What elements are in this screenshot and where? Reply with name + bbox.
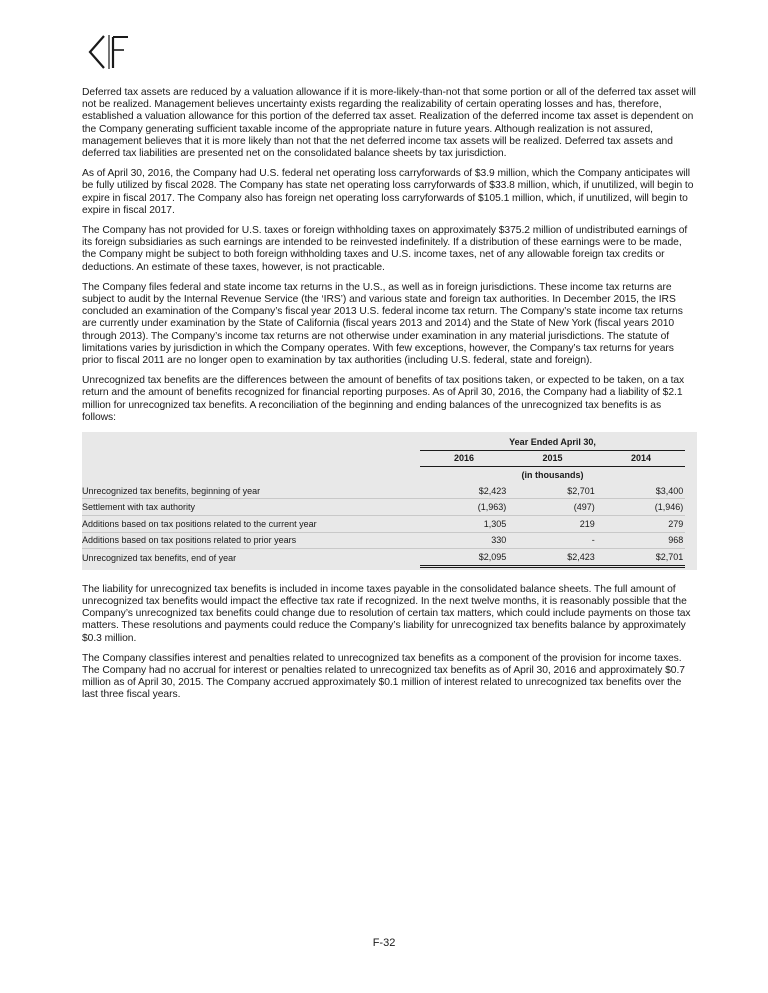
paragraph-liability: The liability for unrecognized tax benefits is included in income taxes payable in the consolidated balance sheets. The full amount of unrecognized tax benefits would impact the effective tax rate if recognized. In the next twelve months, it is reasonably possible that the Company’s unrecognized tax benefits could change due to resolution of certain tax matters, which could include payments on those tax matters. These resolutions and payments could reduce the Company’s liability for unrecognized tax benefits balance by approximately $0.3 million. [82, 583, 691, 644]
company-logo [86, 32, 146, 72]
table-unit-label: (in thousands) [521, 470, 584, 481]
value-2015: $2,701 [508, 483, 596, 499]
value-2014: (1,946) [597, 499, 686, 516]
paragraph-undistributed-earnings: The Company has not provided for U.S. taxes or foreign withholding taxes on approximately $375.2 million of undistributed earnings of its foreign subsidiaries as such earnings are intended to be reinvested indefinitely. If a distribution of these earnings were to be made, the Company might be subject to both foreign withholding taxes and U.S. income taxes, net of any allowable foreign tax credits or deductions. An estimate of these taxes, however, is not practicable. [82, 225, 688, 273]
paragraph-nol-carryforwards: As of April 30, 2016, the Company had U.S. federal net operating loss carryforwards of $3.9 million, which the Company anticipates will be fully utilized by fiscal 2028. The Company has state net operating loss carryforwards of $33.8 million, which, if unutilized, will begin to expire in fiscal 2017. The Company also has foreign net operating loss carryforwards of $105.1 million, which, if unutilized, will begin to expire in fiscal 2017. [82, 168, 694, 216]
value-2014: 968 [597, 532, 686, 549]
reconciliation-table [82, 434, 697, 568]
value-2016: $2,095 [420, 549, 509, 567]
value-2015: 219 [508, 516, 596, 533]
value-2016: $2,423 [420, 483, 509, 499]
value-2015: (497) [508, 499, 596, 516]
table-year-row [82, 450, 697, 467]
row-label: Settlement with tax authority [82, 499, 420, 516]
year-2015-header: 2015 [508, 450, 596, 467]
document-body [82, 87, 697, 710]
page-number: F-32 [372, 937, 396, 949]
table-unit-row [82, 467, 697, 483]
value-2016: 330 [420, 532, 509, 549]
value-2014: $3,400 [597, 483, 686, 499]
value-2014: 279 [597, 516, 686, 533]
year-2014-header: 2014 [597, 450, 686, 467]
year-2016-header: 2016 [420, 450, 509, 467]
paragraph-tax-returns: The Company files federal and state income tax returns in the U.S., as well as in foreign jurisdictions. These income tax returns are subject to audit by the Internal Revenue Service (the ‘IRS’) and various state and foreign tax authorities. In December 2015, the IRS concluded an examination of the Company’s fiscal year 2013 U.S. federal income tax return. The Company’s state income tax returns are currently under examination by the State of California (fiscal years 2013 and 2014) and the State of New York (fiscal years 2010 through 2013). The Company’s income tax returns are not otherwise under examination in any material jurisdictions. The statute of limitations varies by jurisdiction in which the Company operates. With few exceptions, however, the Company’s tax returns for years prior to fiscal 2011 are no longer open to examination by tax authorities (including U.S. federal, state and foreign). [82, 281, 683, 367]
table-row [82, 499, 697, 516]
table-total-row [82, 549, 697, 567]
row-label: Unrecognized tax benefits, beginning of year [82, 483, 420, 499]
row-label: Additions based on tax positions related to the current year [82, 516, 420, 533]
value-2016: (1,963) [420, 499, 509, 516]
table-header-title: Year Ended April 30, [420, 434, 686, 450]
table-row [82, 516, 697, 533]
paragraph-valuation-allowance: Deferred tax assets are reduced by a valuation allowance if it is more-likely-than-not that some portion or all of the deferred tax asset will not be realized. Management believes uncertainty exists regarding the realizability of certain operating losses and has, therefore, established a valuation allowance for this portion of the deferred tax asset. Realization of the deferred income tax asset is dependent on the Company generating sufficient taxable income of the appropriate nature in future years. Although realization is not assured, management believes that it is more likely than not that the net deferred income tax assets will be realized. Deferred tax assets and deferred tax liabilities are presented net on the consolidated balance sheets by tax jurisdiction. [82, 87, 696, 160]
value-2016: 1,305 [420, 516, 509, 533]
paragraph-interest-penalties: The Company classifies interest and penalties related to unrecognized tax benefits as a component of the provision for income taxes. The Company had no accrual for interest or penalties related to unrecognized tax benefits as of April 30, 2016 and approximately $0.7 million as of April 30, 2015. The Company accrued approximately $0.1 million of interest related to unrecognized tax benefits over the last three fiscal years. [82, 652, 685, 701]
row-label: Additions based on tax positions related to prior years [82, 532, 420, 549]
value-2015: $2,423 [508, 549, 596, 567]
table-row [82, 483, 697, 499]
cf-monogram-logo-icon [86, 32, 146, 72]
table-row [82, 532, 697, 549]
value-2015: - [508, 532, 596, 549]
paragraph-unrecognized-benefits: Unrecognized tax benefits are the differences between the amount of benefits of tax positions taken, or expected to be taken, on a tax return and the amount of benefits recognized for financial reporting purposes. As of April 30, 2016, the Company had a liability of $2.1 million for unrecognized tax benefits. A reconciliation of the beginning and ending balances of the unrecognized tax benefits is as follows: [82, 375, 685, 423]
value-2014: $2,701 [597, 549, 686, 567]
reconciliation-table-container [82, 432, 697, 570]
row-label: Unrecognized tax benefits, end of year [82, 552, 237, 563]
table-header-row [82, 434, 697, 450]
